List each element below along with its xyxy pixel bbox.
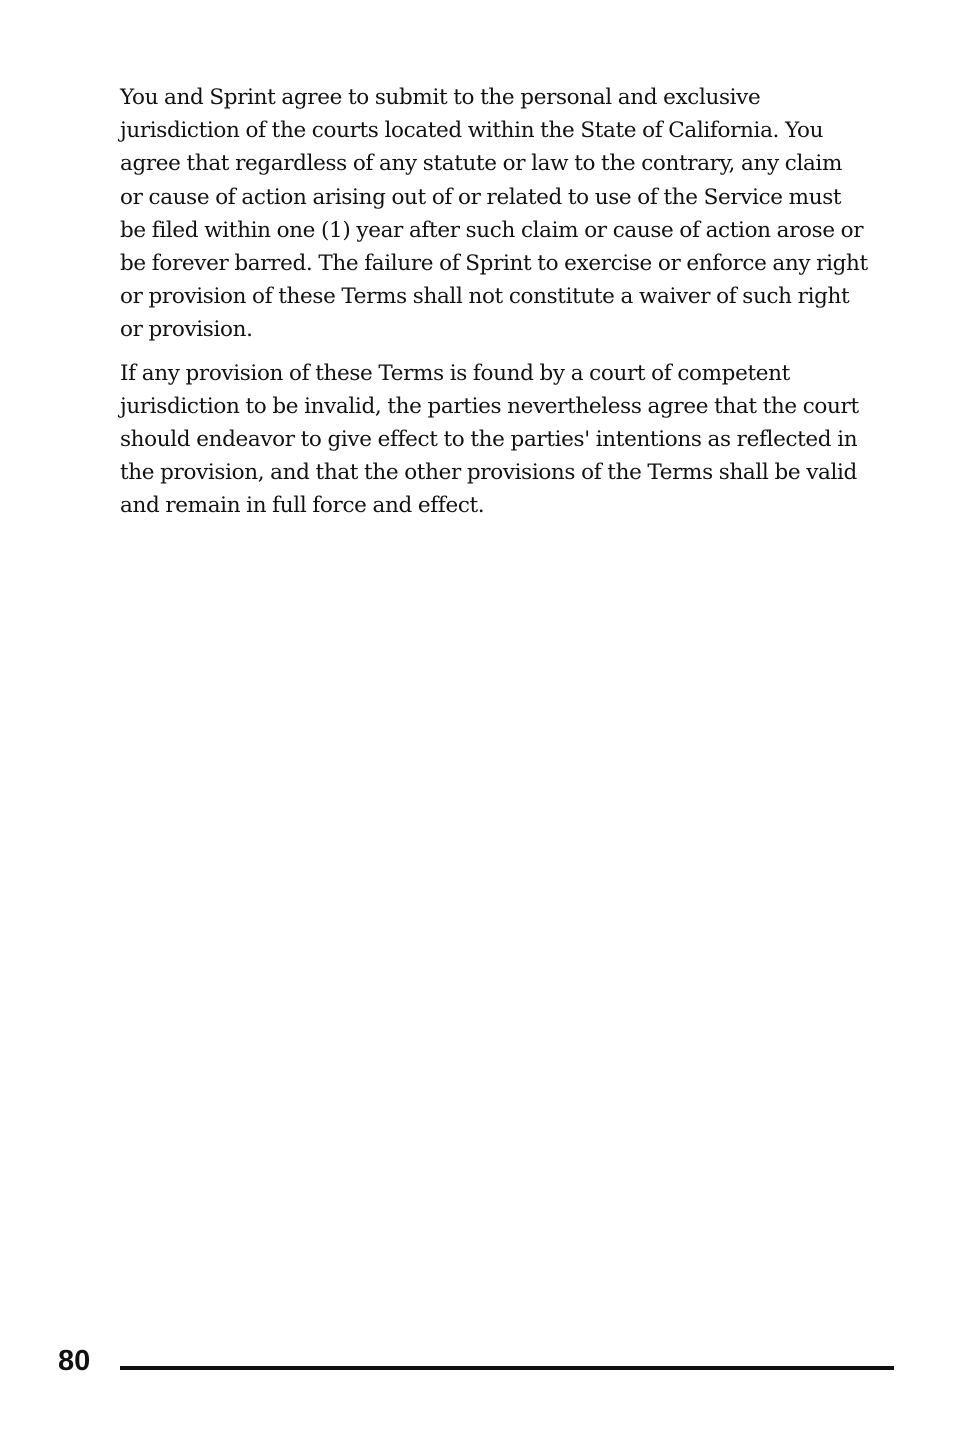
page-footer [58, 1344, 896, 1380]
paragraph-severability: If any provision of these Terms is found by a court of competent jurisdiction to be invalid, the parties nevertheless agree that the court should endeavor to give effect to the parties' intentions as reflected in the provision, and that the other provisions of the Terms shall be valid and remain in full force and effect. [120, 360, 859, 519]
body-text [120, 81, 868, 533]
paragraph-jurisdiction: You and Sprint agree to submit to the personal and exclusive jurisdiction of the courts located within the State of California. You agree that regardless of any statute or law to the contrary, any claim or cause of action arising out of or related to use of the Service must be filed within one (1) year after such claim or cause of action arose or be forever barred. The failure of Sprint to exercise or enforce any right or provision of these Terms shall not constitute a waiver of such right or provision. [120, 85, 868, 343]
footer-rule [120, 1366, 894, 1370]
page-number: 80 [58, 1345, 91, 1377]
